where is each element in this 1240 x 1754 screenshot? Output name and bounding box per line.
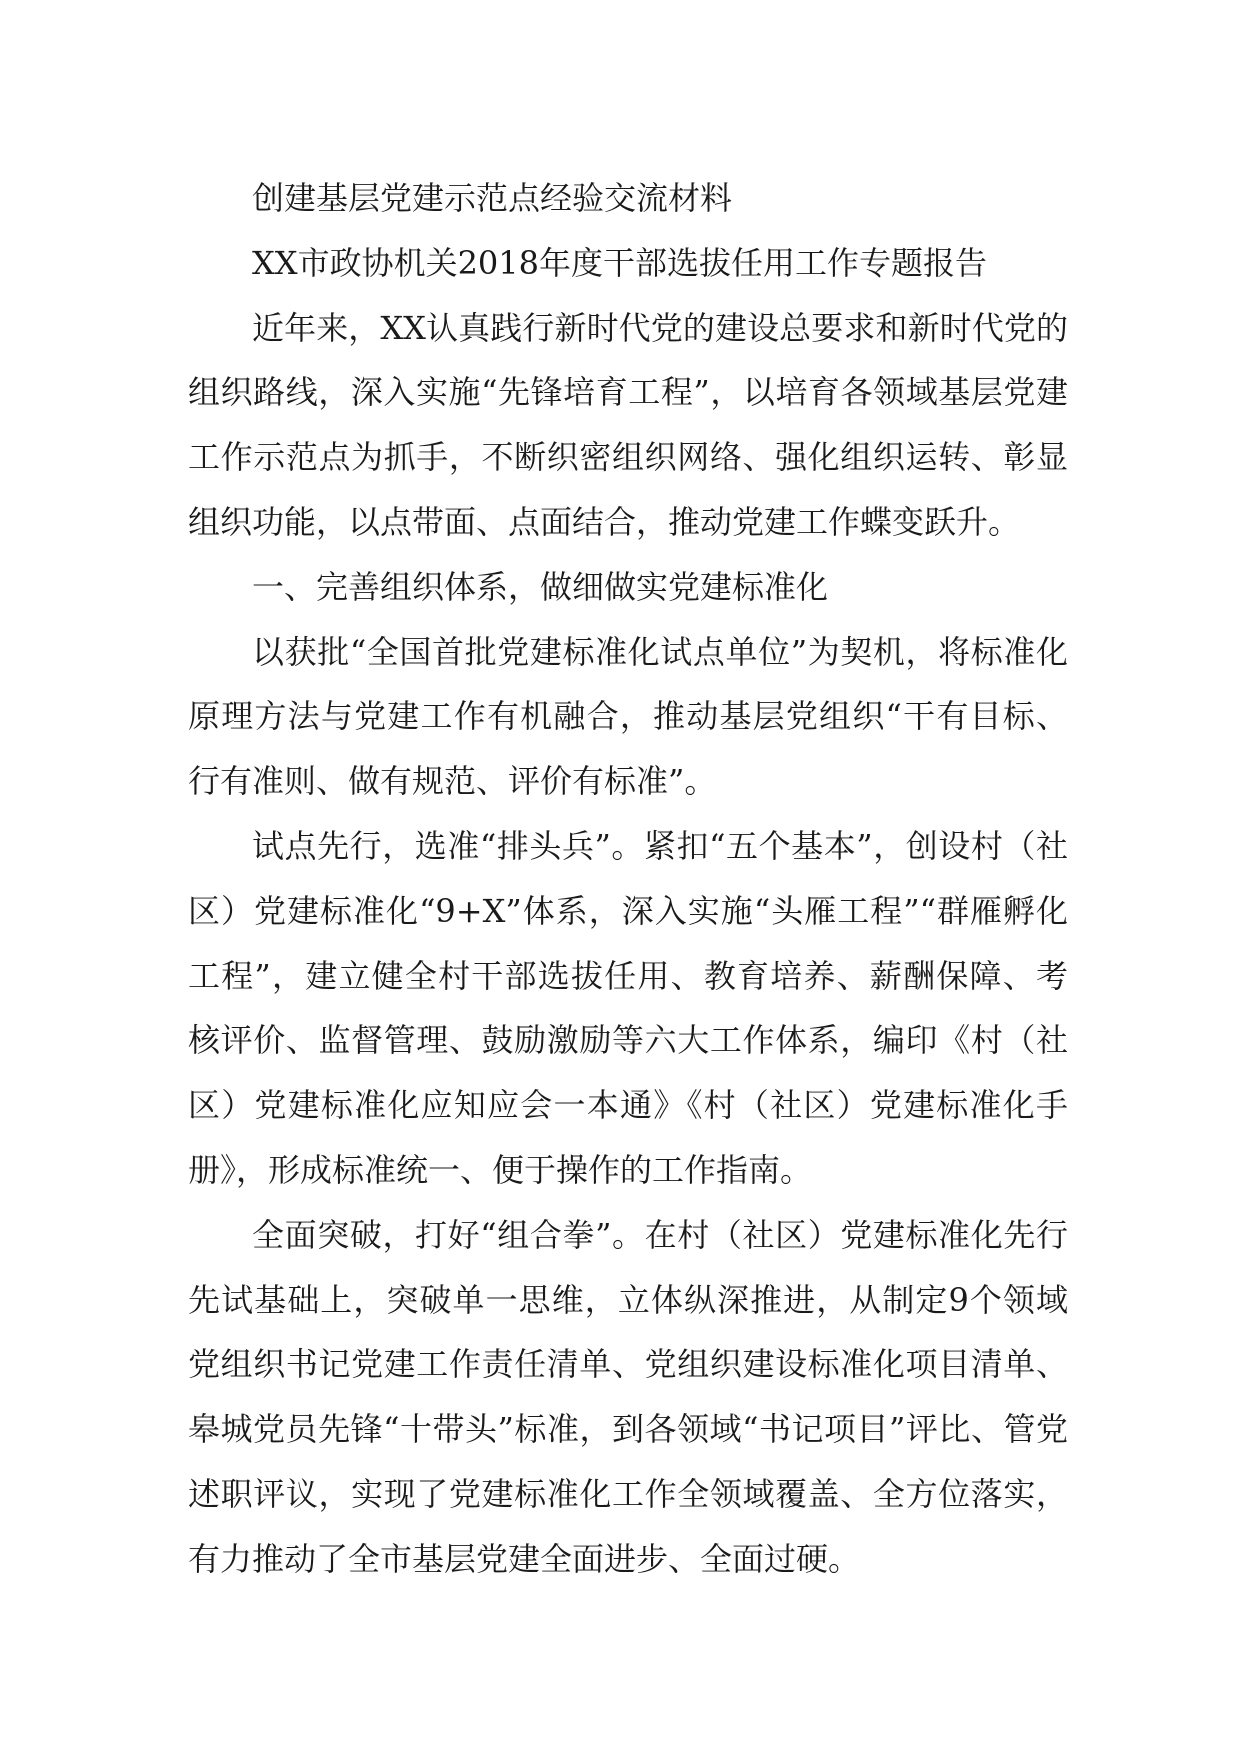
paragraph-intro: 近年来，XX认真践行新时代党的建设总要求和新时代党的组织路线，深入实施“先锋培育工程”，以培育各领域基层党建工作示范点为抓手，不断织密组织网络、强化组织运转、彰显组织功能，以点带面、点面结合，推动党建工作蝶变跃升。 (188, 308, 1068, 541)
paragraph-breakthrough: 全面突破，打好“组合拳”。在村（社区）党建标准化先行先试基础上，突破单一思维，立体纵深推进，从制定9个领域党组织书记党建工作责任清单、党组织建设标准化项目清单、皋城党员先锋“十带头”标准，到各领域“书记项目”评比、管党述职评议，实现了党建标准化工作全领域覆盖、全方位落实，有力推动了全市基层党建全面进步、全面过硬。 (188, 1215, 1068, 1578)
paragraph-pilot: 试点先行，选准“排头兵”。紧扣“五个基本”，创设村（社区）党建标准化“9+X”体系，深入实施“头雁工程”“群雁孵化工程”，建立健全村干部选拔任用、教育培养、薪酬保障、考核评价、监督管理、鼓励激励等六大工作体系，编印《村（社区）党建标准化应知应会一本通》《村（社区）党建标准化手册》，形成标准统一、便于操作的工作指南。 (188, 826, 1068, 1189)
document-body (188, 166, 1068, 1592)
section-heading-1: 一、完善组织体系，做细做实党建标准化 (252, 567, 829, 606)
document-subtitle: XX市政协机关2018年度干部选拔任用工作专题报告 (252, 243, 988, 282)
document-title: 创建基层党建示范点经验交流材料 (252, 179, 733, 217)
paragraph-section-1: 以获批“全国首批党建标准化试点单位”为契机，将标准化原理方法与党建工作有机融合，推动基层党组织“干有目标、行有准则、做有规范、评价有标准”。 (188, 632, 1068, 801)
